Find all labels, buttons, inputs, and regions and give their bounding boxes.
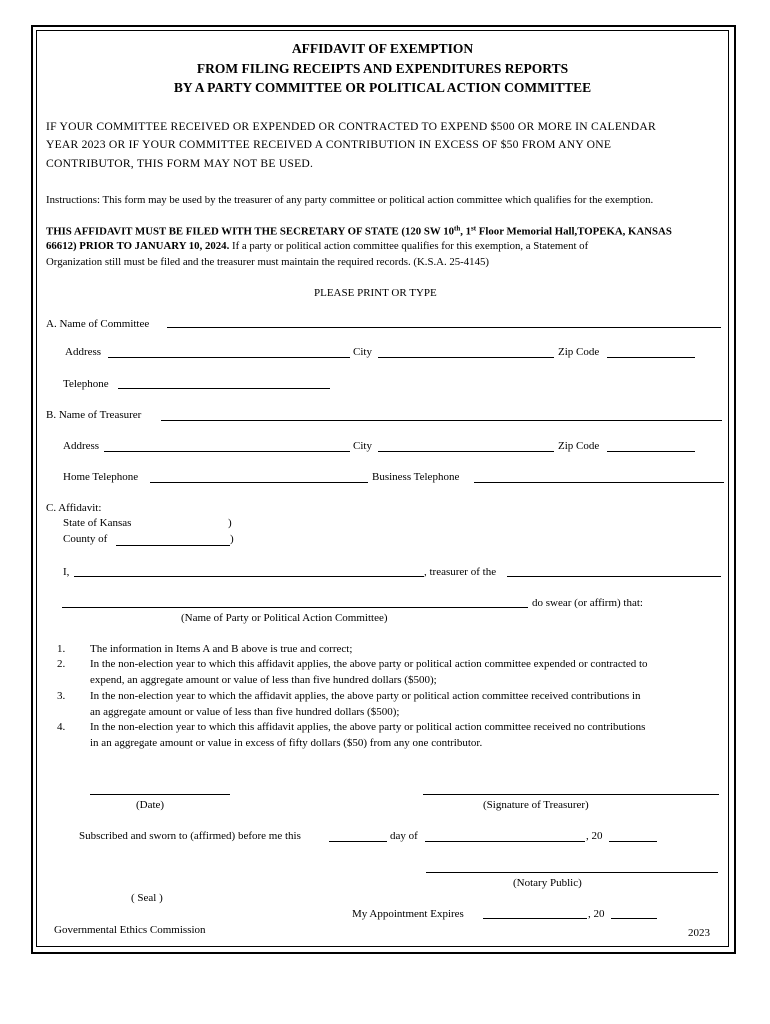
filing-bold-1c: Floor Memorial Hall,TOPEKA, KANSAS	[476, 225, 672, 238]
treasurer-home-phone-field[interactable]	[150, 482, 368, 483]
notary-caption: (Notary Public)	[513, 877, 582, 889]
filing-bold-1a: THIS AFFIDAVIT MUST BE FILED WITH THE SECRETARY OF STATE (120 SW 10	[46, 225, 455, 238]
appointment-expires-label: My Appointment Expires	[352, 908, 464, 920]
filing-bold-1b: , 1	[460, 225, 472, 238]
date-field[interactable]	[90, 794, 230, 795]
treasurer-name-label: B. Name of Treasurer	[46, 409, 142, 421]
filing-normal-2: If a party or political action committee qualifies for this exemption, a Statement of	[229, 240, 589, 252]
swear-label: do swear (or affirm) that:	[532, 597, 643, 609]
appointment-year-field[interactable]	[611, 918, 657, 919]
statement-number-2: 2.	[57, 658, 66, 670]
committee-name-field[interactable]	[167, 327, 721, 328]
committee-zip-label: Zip Code	[558, 346, 600, 358]
affiant-i-label: I,	[63, 566, 70, 578]
state-paren: )	[228, 517, 232, 529]
filing-notice-line-3: Organization still must be filed and the treasurer must maintain the required records. (K.S.A. 25-4145)	[46, 256, 489, 268]
statement-2-line-2: expend, an aggregate amount or value of less than five hundred dollars ($500);	[90, 674, 437, 686]
committee-of-field[interactable]	[507, 576, 721, 577]
statement-2-line-1: In the non-election year to which this affidavit applies, the above party or political action committee expended or contracted to	[90, 658, 648, 670]
statement-number-4: 4.	[57, 721, 66, 733]
treasurer-zip-field[interactable]	[607, 451, 695, 452]
treasurer-home-phone-label: Home Telephone	[63, 471, 139, 483]
form-title-line-3: BY A PARTY COMMITTEE OR POLITICAL ACTION COMMITTEE	[173, 80, 592, 95]
treasurer-of-label: , treasurer of the	[424, 566, 497, 578]
statement-number-3: 3.	[57, 690, 66, 702]
statement-number-1: 1.	[57, 643, 66, 655]
committee-city-field[interactable]	[378, 357, 554, 358]
sworn-year-field[interactable]	[609, 841, 657, 842]
statement-1-line-1: The information in Items A and B above is true and correct;	[90, 643, 353, 655]
committee-address-field[interactable]	[108, 357, 350, 358]
statement-3-line-1: In the non-election year to which the affidavit applies, the above party or political action committee received contributions in	[90, 690, 641, 702]
warning-line-1: IF YOUR COMMITTEE RECEIVED OR EXPENDED OR CONTRACTED TO EXPEND $500 OR MORE IN CALENDAR	[46, 120, 656, 133]
filing-notice-line-1	[46, 224, 672, 238]
treasurer-business-phone-field[interactable]	[474, 482, 724, 483]
sworn-day-field[interactable]	[329, 841, 387, 842]
notary-signature-field[interactable]	[426, 872, 718, 873]
seal-label: ( Seal )	[131, 892, 163, 904]
treasurer-signature-field[interactable]	[423, 794, 719, 795]
committee-city-label: City	[353, 346, 372, 358]
form-title-line-2: FROM FILING RECEIPTS AND EXPENDITURES REPORTS	[196, 61, 569, 76]
date-caption: (Date)	[136, 799, 165, 811]
statement-4-line-1: In the non-election year to which this affidavit applies, the above party or political action committee received no contributions	[90, 721, 646, 733]
filing-sup-th: th	[454, 224, 461, 232]
county-label: County of	[63, 533, 108, 545]
warning-line-3: CONTRIBUTOR, THIS FORM MAY NOT BE USED.	[46, 157, 314, 170]
sworn-text: Subscribed and sworn to (affirmed) before me this	[79, 830, 301, 842]
filing-notice-line-2	[46, 240, 588, 252]
filing-sup-st: st	[471, 224, 477, 232]
committee-telephone-field[interactable]	[118, 388, 330, 389]
statement-4-line-2: in an aggregate amount or value in excess of fifty dollars ($50) from any one contributor.	[90, 737, 483, 749]
treasurer-zip-label: Zip Code	[558, 440, 600, 452]
footer-year: 2023	[688, 927, 710, 939]
appointment-year-prefix: , 20	[588, 908, 605, 920]
affidavit-label: C. Affidavit:	[46, 502, 102, 514]
committee-full-name-field[interactable]	[62, 607, 528, 608]
affiant-name-field[interactable]	[74, 576, 424, 577]
committee-zip-field[interactable]	[607, 357, 695, 358]
county-paren: )	[230, 533, 234, 545]
sworn-year-prefix: , 20	[586, 830, 603, 842]
sworn-month-field[interactable]	[425, 841, 585, 842]
treasurer-business-phone-label: Business Telephone	[372, 471, 460, 483]
form-title-line-1: AFFIDAVIT OF EXEMPTION	[291, 41, 474, 56]
treasurer-name-field[interactable]	[161, 420, 722, 421]
appointment-date-field[interactable]	[483, 918, 587, 919]
treasurer-address-label: Address	[63, 440, 100, 452]
treasurer-address-field[interactable]	[104, 451, 350, 452]
warning-line-2: YEAR 2023 OR IF YOUR COMMITTEE RECEIVED A CONTRIBUTION IN EXCESS OF $50 FROM ANY ONE	[46, 138, 612, 151]
treasurer-city-field[interactable]	[378, 451, 554, 452]
committee-name-caption: (Name of Party or Political Action Committee)	[181, 612, 388, 624]
filing-bold-2: 66612) PRIOR TO JANUARY 10, 2024.	[46, 240, 230, 252]
committee-address-label: Address	[65, 346, 102, 358]
committee-telephone-label: Telephone	[63, 378, 109, 390]
day-of-label: day of	[390, 830, 418, 842]
print-notice: PLEASE PRINT OR TYPE	[314, 287, 437, 299]
instructions-text: Instructions: This form may be used by the treasurer of any party committee or political action committee which qualifies for the exemption.	[46, 194, 654, 206]
treasurer-city-label: City	[353, 440, 372, 452]
committee-name-label: A. Name of Committee	[46, 318, 150, 330]
statement-3-line-2: an aggregate amount or value of less than five hundred dollars ($500);	[90, 706, 400, 718]
state-label: State of Kansas	[63, 517, 132, 529]
treasurer-signature-caption: (Signature of Treasurer)	[483, 799, 589, 811]
footer-agency: Governmental Ethics Commission	[54, 924, 206, 936]
county-field[interactable]	[116, 545, 230, 546]
